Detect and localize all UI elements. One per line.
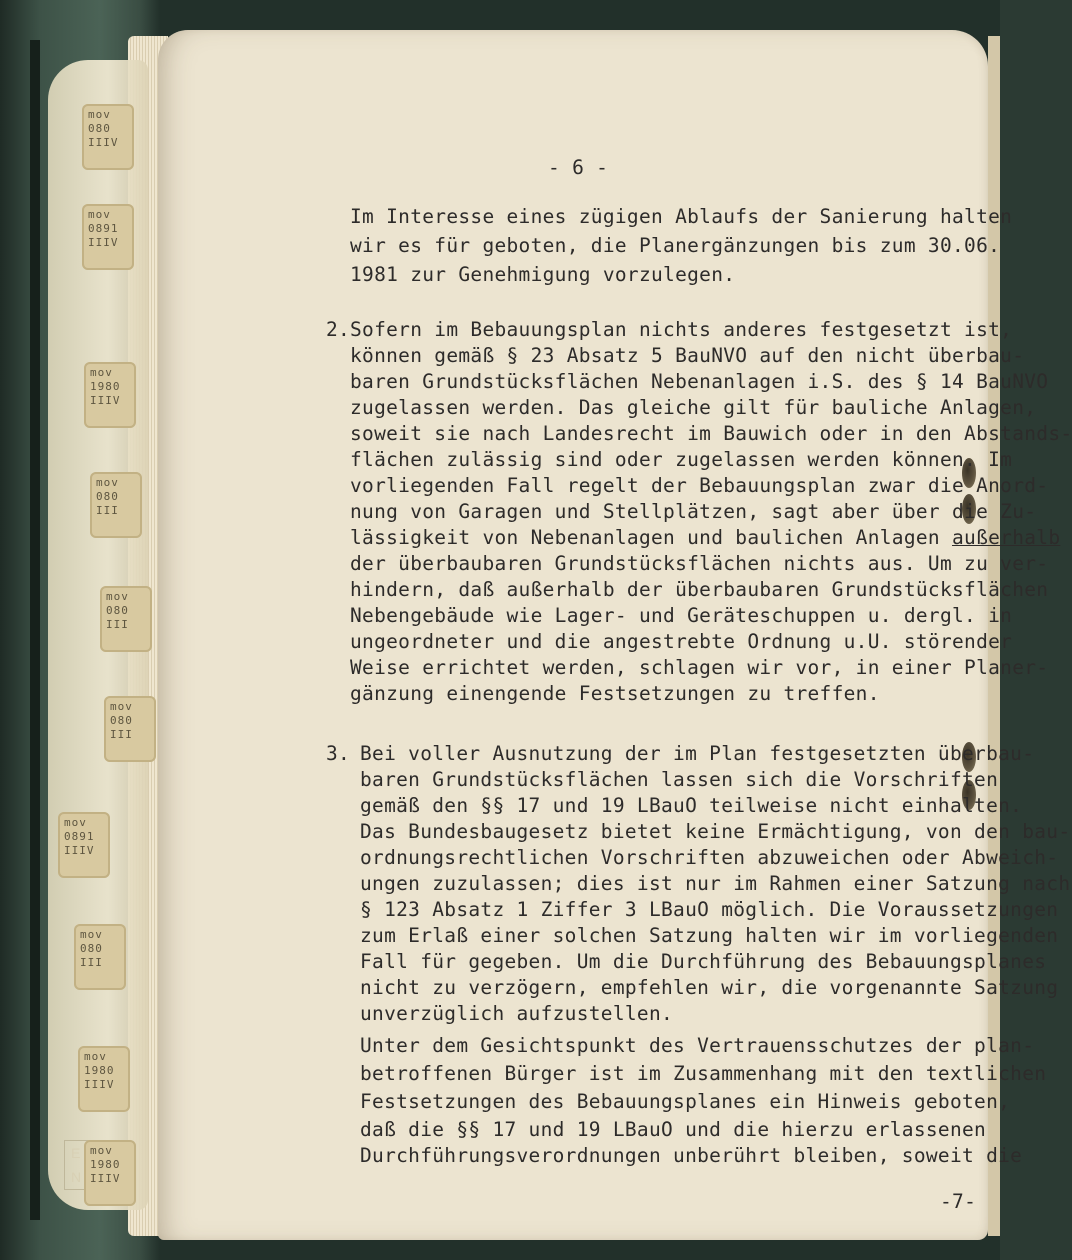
section-2-line: Sofern im Bebauungsplan nichts anderes festgesetzt ist, — [350, 318, 1013, 341]
section-3-line: Das Bundesbaugesetz bietet keine Ermächtigung, von den bau- — [360, 820, 1071, 843]
section-3-line: Bei voller Ausnutzung der im Plan festgesetzten überbau- — [360, 742, 1035, 765]
date-stamp: mov 080 III — [90, 472, 142, 538]
section-2-line: vorliegenden Fall regelt der Bebauungsplan zwar die Anord- — [350, 474, 1049, 497]
binder-label-line2: N — [71, 1169, 82, 1185]
date-stamp: mov 0891 IIIV — [58, 812, 110, 878]
binder-label-line1: E — [71, 1145, 81, 1161]
section-2-line: baren Grundstücksflächen Nebenanlagen i.S. des § 14 BauNVO — [350, 370, 1049, 393]
section-2-line: zugelassen werden. Das gleiche gilt für bauliche Anlagen, — [350, 396, 1037, 419]
section-2-line: flächen zulässig sind oder zugelassen werden können. Im — [350, 448, 1013, 471]
section-2-line: soweit sie nach Landesrecht im Bauwich oder in den Abstands- — [350, 422, 1072, 445]
intro-line: wir es für geboten, die Planergänzungen bis zum 30.06. — [350, 234, 1001, 257]
date-stamp: mov 1980 IIIV — [84, 1140, 136, 1206]
section-2-line: gänzung einengende Festsetzungen zu treffen. — [350, 682, 880, 705]
date-stamp: mov 080 III — [100, 586, 152, 652]
section-2-line: können gemäß § 23 Absatz 5 BauNVO auf den nicht überbau- — [350, 344, 1025, 367]
section-3-line: § 123 Absatz 1 Ziffer 3 LBauO möglich. Die Voraussetzungen — [360, 898, 1059, 921]
section-2-line: hindern, daß außerhalb der überbaubaren Grundstücksflächen — [350, 578, 1049, 601]
section-3-line: unverzüglich aufzustellen. — [360, 1002, 674, 1025]
date-stamp: mov 0891 IIIV — [82, 204, 134, 270]
section-3-line: zum Erlaß einer solchen Satzung halten wir im vorliegenden — [360, 924, 1059, 947]
underlined-word: außerhalb — [952, 526, 1061, 549]
section-2-line-with-underline — [350, 526, 1060, 549]
section-3-line: Durchführungsverordnungen unberührt bleiben, soweit die — [360, 1144, 1023, 1167]
date-stamp: mov 080 III — [74, 924, 126, 990]
section-3-line: Festsetzungen des Bebauungsplanes ein Hinweis geboten, — [360, 1090, 1011, 1113]
section-2-line-text: lässigkeit von Nebenanlagen und baulichen Anlagen — [350, 526, 952, 549]
section-3-line: baren Grundstücksflächen lassen sich die Vorschriften — [360, 768, 999, 791]
section-2-number: 2. — [326, 318, 351, 341]
section-3-line: daß die §§ 17 und 19 LBauO und die hierzu erlassenen — [360, 1118, 987, 1141]
intro-line: 1981 zur Genehmigung vorzulegen. — [350, 263, 736, 286]
intro-line: Im Interesse eines zügigen Ablaufs der Sanierung halten — [350, 205, 1013, 228]
page-number: - 6 - — [548, 156, 609, 179]
section-2-line: Weise errichtet werden, schlagen wir vor, in einer Planer- — [350, 656, 1049, 679]
section-3-line: gemäß den §§ 17 und 19 LBauO teilweise nicht einhalten. — [360, 794, 1023, 817]
section-2-line: nung von Garagen und Stellplätzen, sagt aber über die Zu- — [350, 500, 1037, 523]
section-3-number: 3. — [326, 742, 351, 765]
section-3-line: nicht zu verzögern, empfehlen wir, die vorgenannte Satzung — [360, 976, 1059, 999]
date-stamp: mov 080 IIIV — [82, 104, 134, 170]
binder-spine — [30, 40, 40, 1220]
next-page-marker: -7- — [940, 1190, 977, 1213]
date-stamp: mov 1980 IIIV — [78, 1046, 130, 1112]
section-2-line: der überbaubaren Grundstücksflächen nichts aus. Um zu ver- — [350, 552, 1049, 575]
section-3-line: betroffenen Bürger ist im Zusammenhang mit den textlichen — [360, 1062, 1047, 1085]
section-2-line: ungeordneter und die angestrebte Ordnung u.U. störender — [350, 630, 1013, 653]
section-2-line: Nebengebäude wie Lager- und Geräteschuppen u. dergl. in — [350, 604, 1013, 627]
date-stamp: mov 080 III — [104, 696, 156, 762]
section-3-line: ungen zuzulassen; dies ist nur im Rahmen einer Satzung nach — [360, 872, 1071, 895]
date-stamp: mov 1980 IIIV — [84, 362, 136, 428]
section-3-line: Fall für gegeben. Um die Durchführung des Bebauungsplanes — [360, 950, 1047, 973]
section-3-line: ordnungsrechtlichen Vorschriften abzuweichen oder Abweich- — [360, 846, 1059, 869]
section-3-line: Unter dem Gesichtspunkt des Vertrauensschutzes der plan- — [360, 1034, 1035, 1057]
